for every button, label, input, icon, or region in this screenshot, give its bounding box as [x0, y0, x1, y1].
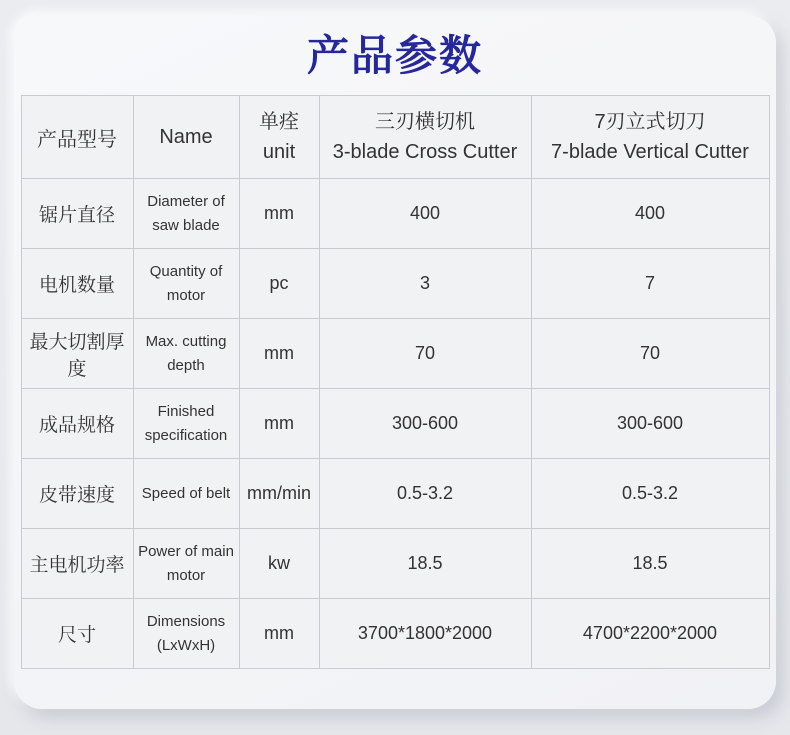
- table-row: [21, 599, 769, 669]
- table-row: [21, 459, 769, 529]
- header-machine2-zh: 7刃立式切刀: [594, 111, 706, 133]
- content-card: [14, 15, 776, 709]
- row-value-machine1: 70: [319, 319, 531, 389]
- row-value-machine2: 300-600: [531, 389, 769, 459]
- row-label-zh: 锯片直径: [21, 179, 133, 249]
- row-value-machine1: 18.5: [319, 529, 531, 599]
- row-label-en: Quantity of motor: [133, 249, 239, 319]
- header-product-model-label: 产品型号: [37, 128, 117, 151]
- row-value-machine1: 3: [319, 249, 531, 319]
- header-machine2-en: 7-blade Vertical Cutter: [551, 141, 749, 163]
- row-value-machine2: 70: [531, 319, 769, 389]
- header-unit-en: unit: [262, 141, 296, 163]
- row-label-zh: 主电机功率: [21, 529, 133, 599]
- table-row: [21, 319, 769, 389]
- row-unit: pc: [239, 249, 319, 319]
- row-label-en: Diameter of saw blade: [133, 179, 239, 249]
- row-label-en: Max. cutting depth: [133, 319, 239, 389]
- row-label-zh: 成品规格: [21, 389, 133, 459]
- row-value-machine1: 0.5-3.2: [319, 459, 531, 529]
- row-unit: kw: [239, 529, 319, 599]
- row-label-en: Dimensions (LxWxH): [133, 599, 239, 669]
- row-label-zh: 最大切割厚度: [21, 319, 133, 389]
- page-title: 产品参数: [306, 32, 483, 79]
- row-value-machine2: 0.5-3.2: [531, 459, 769, 529]
- header-name-label: Name: [159, 125, 213, 148]
- row-value-machine1: 400: [319, 179, 531, 249]
- header-cell-product-model: [21, 96, 133, 179]
- row-value-machine2: 7: [531, 249, 769, 319]
- row-value-machine2: 18.5: [531, 529, 769, 599]
- row-unit: mm: [239, 599, 319, 669]
- row-label-zh: 电机数量: [21, 249, 133, 319]
- table-header-row: [21, 96, 769, 179]
- row-label-zh: 尺寸: [21, 599, 133, 669]
- table-row: [21, 249, 769, 319]
- spec-table: [21, 95, 770, 669]
- header-cell-machine2: [531, 96, 769, 179]
- table-row: [21, 389, 769, 459]
- table-row: [21, 179, 769, 249]
- row-value-machine2: 4700*2200*2000: [531, 599, 769, 669]
- row-unit: mm: [239, 179, 319, 249]
- header-machine1-zh: 三刃横切机: [375, 111, 475, 133]
- header-unit-zh: 单痊: [259, 111, 299, 133]
- row-value-machine2: 400: [531, 179, 769, 249]
- row-label-en: Finished specification: [133, 389, 239, 459]
- row-value-machine1: 3700*1800*2000: [319, 599, 531, 669]
- row-label-en: Power of main motor: [133, 529, 239, 599]
- row-unit: mm: [239, 319, 319, 389]
- table-row: [21, 529, 769, 599]
- row-unit: mm: [239, 389, 319, 459]
- row-value-machine1: 300-600: [319, 389, 531, 459]
- header-cell-machine1: [319, 96, 531, 179]
- row-label-zh: 皮带速度: [21, 459, 133, 529]
- header-cell-name: [133, 96, 239, 179]
- row-unit: mm/min: [239, 459, 319, 529]
- row-label-en: Speed of belt: [133, 459, 239, 529]
- header-machine1-en: 3-blade Cross Cutter: [332, 141, 518, 163]
- header-cell-unit: [239, 96, 319, 179]
